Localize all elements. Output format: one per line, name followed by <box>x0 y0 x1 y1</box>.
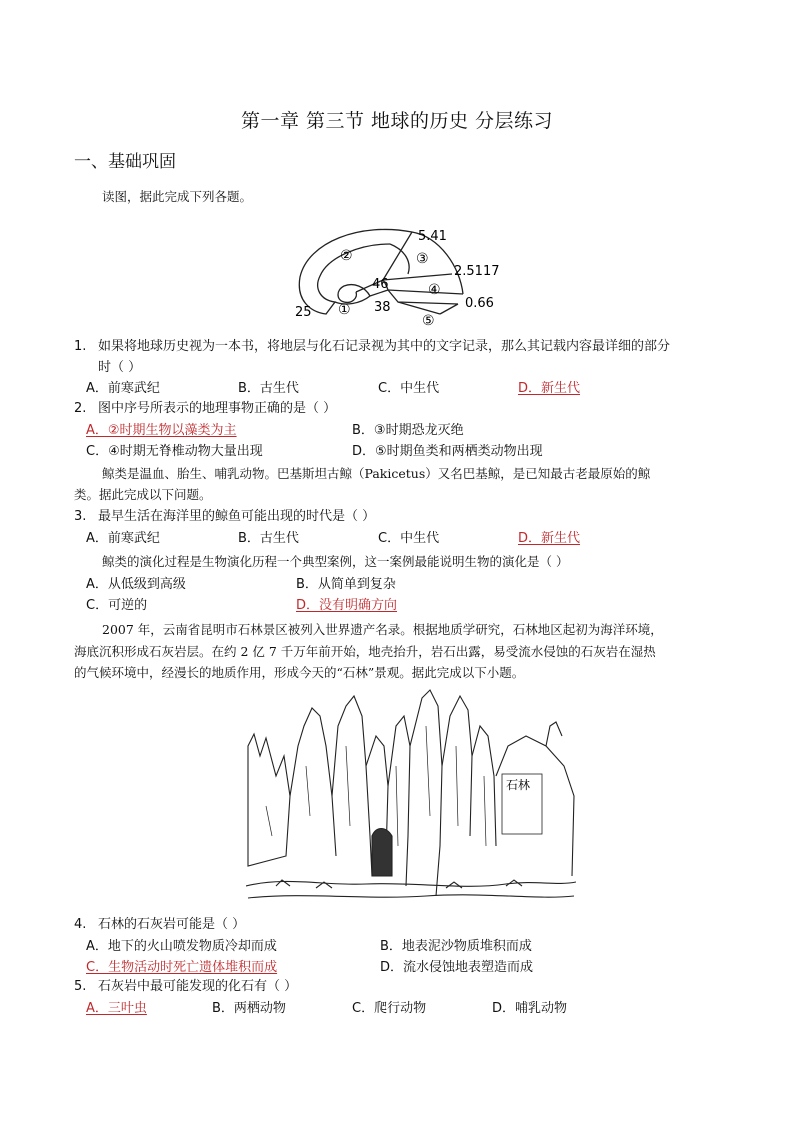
q3-option-c[interactable]: C．中生代 <box>378 531 440 546</box>
whale-passage-line-1: 鲸类是温血、胎生、哺乳动物。巴基斯坦古鲸（Pakicetus）又名巴基鲸，是已知最古老最原始的鲸 <box>102 466 651 481</box>
question-2-number: 2. <box>74 401 87 416</box>
question-5-number: 5. <box>74 979 87 994</box>
question-5-text: 石灰岩中最可能发现的化石有（ ） <box>98 979 298 994</box>
stone-forest-sign: 石林 <box>506 778 531 792</box>
stone-passage-line-2: 海底沉积形成石灰岩层。在约 2 亿 7 千万年前开始，地壳抬升，岩石出露，易受流水侵蚀的石灰岩在湿热 <box>74 644 656 659</box>
stone-passage-line-3: 的气候环境中，经漫长的地质作用，形成今天的“石林”景观。据此完成以下小题。 <box>74 665 525 680</box>
q5-option-d[interactable]: D．哺乳动物 <box>492 1001 568 1016</box>
page-title: 第一章 第三节 地球的历史 分层练习 <box>240 110 554 132</box>
question-3-text: 最早生活在海洋里的鲸鱼可能出现的时代是（ ） <box>98 509 376 524</box>
question-5 <box>74 976 297 997</box>
q3-option-d-answer[interactable]: D．新生代 <box>518 531 581 546</box>
q2-option-d[interactable]: D．⑤时期鱼类和两栖类动物出现 <box>352 444 543 459</box>
diagram-number-25117: 2.5117 <box>454 264 500 279</box>
question-4-text: 石林的石灰岩可能是（ ） <box>98 917 246 932</box>
question-1 <box>74 336 734 357</box>
q5-option-c[interactable]: C．爬行动物 <box>352 1001 427 1016</box>
q1-option-a[interactable]: A．前寒武纪 <box>86 381 160 396</box>
question-3b-text: 鲸类的演化过程是生物演化历程一个典型案例，这一案例最能说明生物的演化是（ ） <box>102 554 569 569</box>
question-1-number: 1. <box>74 339 87 354</box>
question-2-text: 图中序号所表示的地理事物正确的是（ ） <box>98 401 337 416</box>
q5-option-a-answer[interactable]: A．三叶虫 <box>86 1001 147 1016</box>
diagram-region-4: ④ <box>428 282 441 298</box>
diagram-number-541: 5.41 <box>418 229 447 244</box>
q3-option-b[interactable]: B．古生代 <box>238 531 299 546</box>
q3-option-a[interactable]: A．前寒武纪 <box>86 531 160 546</box>
q4-option-d[interactable]: D．流水侵蚀地表塑造而成 <box>380 960 534 975</box>
q4-option-a[interactable]: A．地下的火山喷发物质冷却而成 <box>86 939 277 954</box>
question-4 <box>74 914 245 935</box>
q3b-option-d-answer[interactable]: D．没有明确方向 <box>296 598 398 613</box>
q1-option-b[interactable]: B．古生代 <box>238 381 299 396</box>
q2-option-a-answer[interactable]: A．②时期生物以藻类为主 <box>86 423 237 438</box>
question-3-number: 3. <box>74 509 87 524</box>
section-heading: 一、基础巩固 <box>74 152 176 172</box>
q3b-option-b[interactable]: B．从简单到复杂 <box>296 577 396 592</box>
q4-option-c-answer[interactable]: C．生物活动时死亡遗体堆积而成 <box>86 960 278 975</box>
q4-option-b[interactable]: B．地表泥沙物质堆积而成 <box>380 939 532 954</box>
q1-option-c[interactable]: C．中生代 <box>378 381 440 396</box>
diagram-number-066: 0.66 <box>465 296 494 311</box>
q2-option-b[interactable]: B．③时期恐龙灭绝 <box>352 423 464 438</box>
q2-option-c[interactable]: C．④时期无脊椎动物大量出现 <box>86 444 263 459</box>
q3b-option-a[interactable]: A．从低级到高级 <box>86 577 186 592</box>
diagram-region-5: ⑤ <box>422 313 435 329</box>
diagram-number-25: 25 <box>295 305 312 320</box>
diagram-region-2: ② <box>340 248 353 264</box>
stone-forest-sketch-image <box>246 686 576 908</box>
q1-option-d-answer[interactable]: D．新生代 <box>518 381 581 396</box>
question-2 <box>74 398 336 419</box>
diagram-number-46: 46 <box>372 277 389 292</box>
diagram-number-38: 38 <box>374 300 391 315</box>
question-1-text: 如果将地球历史视为一本书，将地层与化石记录视为其中的文字记录，那么其记载内容最详细的部分 <box>98 339 671 354</box>
intro-text: 读图，据此完成下列各题。 <box>102 189 253 204</box>
stone-passage-line-1: 2007 年，云南省昆明市石林景区被列入世界遗产名录。根据地质学研究，石林地区起初为海洋环境， <box>102 622 663 637</box>
question-3 <box>74 506 375 527</box>
diagram-region-3: ③ <box>416 251 429 267</box>
question-4-number: 4. <box>74 917 87 932</box>
question-1-text-cont: 时（ ） <box>98 360 142 375</box>
whale-passage-line-2: 类。据此完成以下问题。 <box>74 487 212 502</box>
q5-option-b[interactable]: B．两栖动物 <box>212 1001 286 1016</box>
geologic-time-spiral-diagram <box>290 222 520 332</box>
q3b-option-c[interactable]: C．可逆的 <box>86 598 148 613</box>
diagram-region-1: ① <box>338 302 351 318</box>
